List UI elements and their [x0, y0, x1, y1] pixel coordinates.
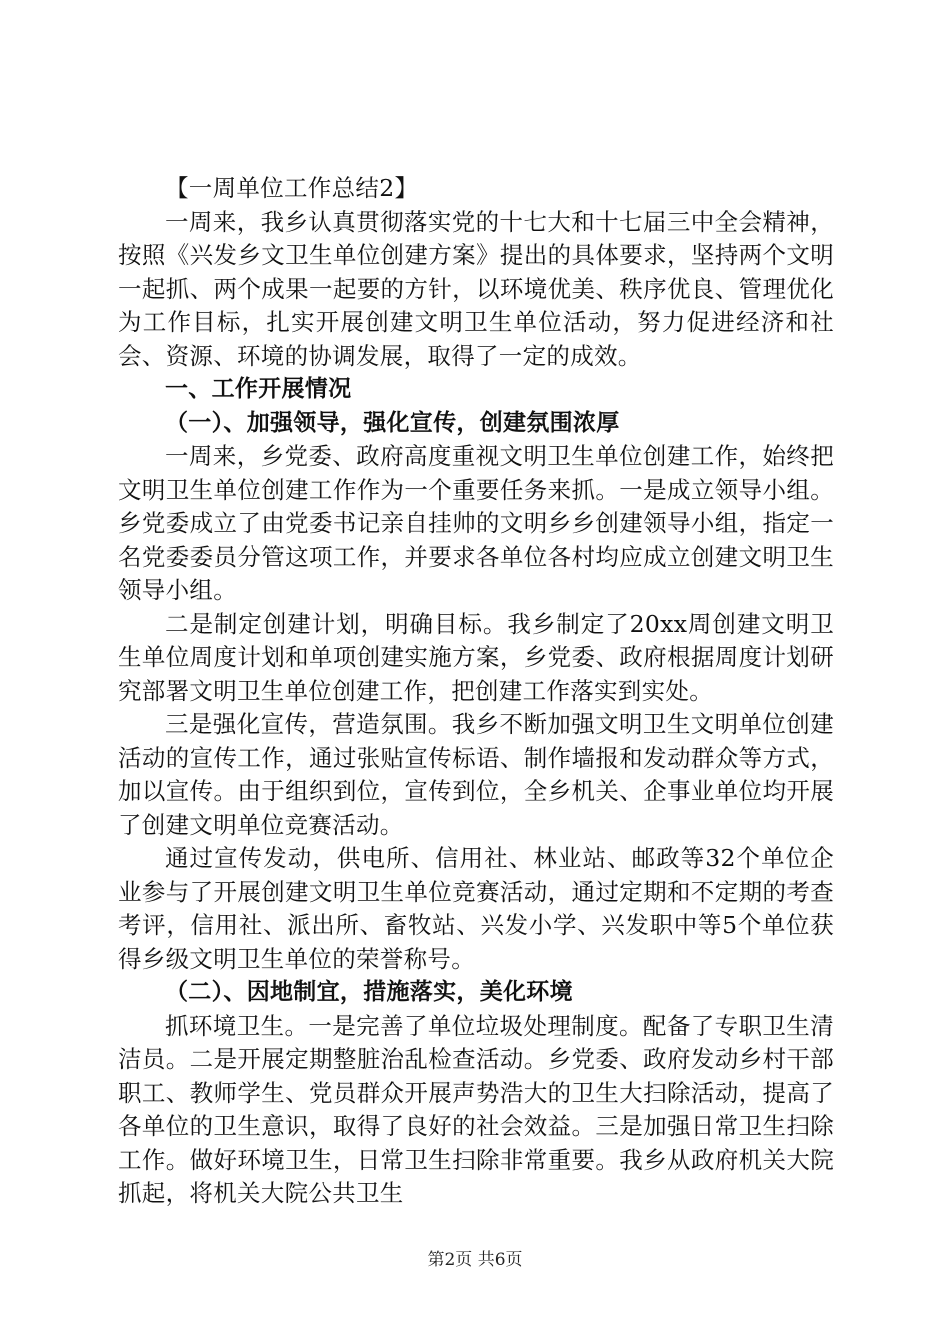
intro-paragraph: 一周来，我乡认真贯彻落实党的十七大和十七届三中全会精神，按照《兴发乡文卫生单位创建方案》提出的具体要求，坚持两个文明一起抓、两个成果一起要的方针，以环境优美、秩序优良、管理优化为工作目标，扎实开展创建文明卫生单位活动，努力促进经济和社会、资源、环境的协调发展，取得了一定的成效。 — [118, 207, 834, 370]
document-body — [118, 172, 834, 1211]
subsection-heading-2: （二）、因地制宜，措施落实，美化环境 — [165, 979, 573, 1005]
body-paragraph: 一周来，乡党委、政府高度重视文明卫生单位创建工作，始终把文明卫生单位创建工作作为一个重要任务来抓。一是成立领导小组。乡党委成立了由党委书记亲自挂帅的文明乡乡创建领导小组，指定一名党委委员分管这项工作，并要求各单位各村均应成立创建文明卫生领导小组。 — [118, 442, 834, 604]
body-paragraph: 通过宣传发动，供电所、信用社、林业站、邮政等32个单位企业参与了开展创建文明卫生单位竞赛活动，通过定期和不定期的考查考评，信用社、派出所、畜牧站、兴发小学、兴发职中等5个单位获得乡级文明卫生单位的荣誉称号。 — [118, 844, 834, 973]
body-paragraph: 抓环境卫生。一是完善了单位垃圾处理制度。配备了专职卫生清洁员。二是开展定期整脏治乱检查活动。乡党委、政府发动乡村干部职工、教师学生、党员群众开展声势浩大的卫生大扫除活动，提高了各单位的卫生意识，取得了良好的社会效益。三是加强日常卫生扫除工作。做好环境卫生，日常卫生扫除非常重要。我乡从政府机关大院抓起，将机关大院公共卫生 — [118, 1011, 834, 1207]
section-heading: 一、工作开展情况 — [165, 376, 352, 402]
document-title: 【一周单位工作总结2】 — [165, 174, 419, 202]
subsection-heading-1: （一）、加强领导，强化宣传，创建氛围浓厚 — [165, 409, 620, 436]
body-paragraph: 二是制定创建计划，明确目标。我乡制定了20xx周创建文明卫生单位周度计划和单项创建实施方案，乡党委、政府根据周度计划研究部署文明卫生单位创建工作，把创建工作落实到实处。 — [118, 609, 834, 705]
page-footer: 第2页 共6页 — [427, 1250, 523, 1270]
body-paragraph: 三是强化宣传，营造氛围。我乡不断加强文明卫生文明单位创建活动的宣传工作，通过张贴宣传标语、制作墙报和发动群众等方式，加以宣传。由于组织到位，宣传到位，全乡机关、企事业单位均开展了创建文明单位竞赛活动。 — [118, 710, 834, 839]
